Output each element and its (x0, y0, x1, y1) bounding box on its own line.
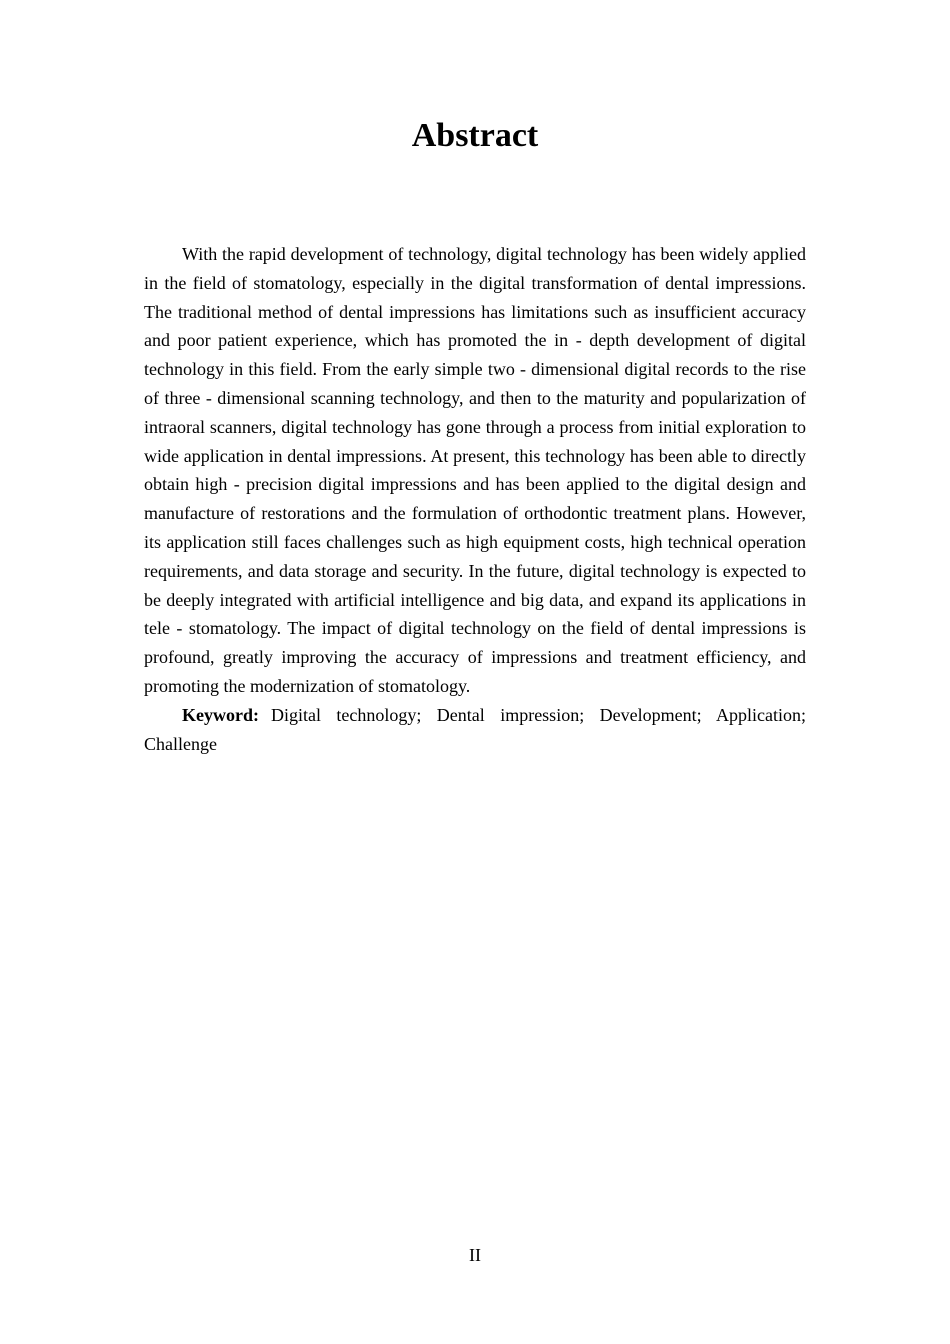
abstract-body (144, 240, 806, 758)
page-title: Abstract (411, 117, 539, 154)
keyword-label: Keyword: (182, 704, 259, 725)
abstract-paragraph: With the rapid development of technology, digital technology has been widely applied in the field of stomatology, especially in the digital transformation of dental impressions. The traditional method of dental impressions has limitations such as insufficient accuracy and poor patient experience, which has promoted the in - depth development of digital technology in this field. From the early simple two - dimensional digital records to the rise of three - dimensional scanning technology, and then to the maturity and popularization of intraoral scanners, digital technology has gone through a process from initial exploration to wide application in dental impressions. At present, this technology has been able to directly obtain high - precision digital impressions and has been applied to the digital design and manufacture of restorations and the formulation of orthodontic treatment plans. However, its application still faces challenges such as high equipment costs, high technical operation requirements, and data storage and security. In the future, digital technology is expected to be deeply integrated with artificial intelligence and big data, and expand its applications in tele - stomatology. The impact of digital technology on the field of dental impressions is profound, greatly improving the accuracy of impressions and treatment efficiency, and promoting the modernization of stomatology. (144, 244, 806, 696)
keywords-paragraph (144, 701, 806, 759)
page-number: II (469, 1245, 481, 1265)
keyword-list: Digital technology; Dental impression; Development; Application; Challenge (144, 704, 806, 754)
